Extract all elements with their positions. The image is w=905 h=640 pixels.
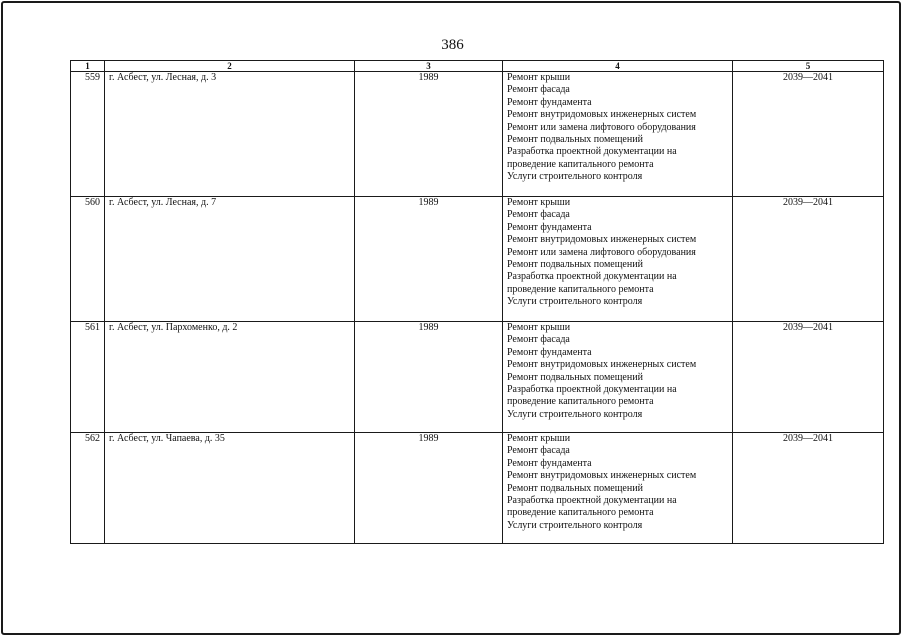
repair-work-item: Ремонт фасада — [507, 445, 570, 457]
repair-work-item: Ремонт внутридомовых инженерных систем — [507, 234, 697, 246]
building-address: г. Асбест, ул. Лесная, д. 7 — [105, 197, 355, 322]
repair-work-item: Ремонт подвальных помещений — [507, 259, 643, 271]
repair-work-item: Ремонт внутридомовых инженерных систем — [507, 109, 697, 121]
repair-work-item: Ремонт внутридомовых инженерных систем — [507, 359, 697, 371]
page-number: 386 — [441, 37, 464, 53]
repair-period: 2039—2041 — [733, 433, 884, 544]
column-header-2: 2 — [105, 61, 355, 72]
repair-works-list — [503, 72, 733, 197]
repair-work-item: Ремонт или замена лифтового оборудования — [507, 246, 696, 258]
repair-work-item: проведение капитального ремонта — [507, 396, 654, 408]
building-address: г. Асбест, ул. Чапаева, д. 35 — [105, 433, 355, 544]
column-header-4: 4 — [503, 61, 733, 72]
repair-schedule-table — [70, 60, 884, 544]
repair-work-item: Услуги строительного контроля — [507, 519, 643, 531]
construction-year: 1989 — [355, 433, 503, 544]
repair-work-item: Разработка проектной документации на — [507, 384, 677, 396]
repair-work-item: Ремонт подвальных помещений — [507, 134, 643, 146]
header-row — [71, 61, 884, 72]
repair-works-list — [503, 433, 733, 544]
repair-work-item: Ремонт крыши — [507, 197, 571, 208]
repair-work-item: Ремонт фундамента — [507, 96, 592, 108]
column-header-5: 5 — [733, 61, 884, 72]
column-header-1: 1 — [71, 61, 105, 72]
row-number: 560 — [71, 197, 105, 322]
building-address: г. Асбест, ул. Пархоменко, д. 2 — [105, 322, 355, 433]
repair-period: 2039—2041 — [733, 322, 884, 433]
repair-work-item: Ремонт подвальных помещений — [507, 371, 643, 383]
table-row — [71, 433, 884, 544]
construction-year: 1989 — [355, 197, 503, 322]
table-header — [71, 61, 884, 72]
repair-work-item: Услуги строительного контроля — [507, 408, 643, 420]
repair-work-item: Ремонт внутридомовых инженерных систем — [507, 470, 697, 482]
table-row — [71, 197, 884, 322]
repair-work-item: проведение капитального ремонта — [507, 283, 654, 295]
repair-work-item: Разработка проектной документации на — [507, 495, 677, 507]
table-row — [71, 322, 884, 433]
table-body — [71, 72, 884, 544]
repair-work-item: Ремонт крыши — [507, 72, 571, 83]
repair-work-item: Ремонт фасада — [507, 209, 570, 221]
repair-works-list — [503, 322, 733, 433]
repair-work-item: Ремонт или замена лифтового оборудования — [507, 121, 696, 133]
repair-work-item: Услуги строительного контроля — [507, 296, 643, 308]
construction-year: 1989 — [355, 72, 503, 197]
row-number: 561 — [71, 322, 105, 433]
row-number: 562 — [71, 433, 105, 544]
repair-period: 2039—2041 — [733, 72, 884, 197]
repair-work-item: проведение капитального ремонта — [507, 158, 654, 170]
repair-work-item: Ремонт крыши — [507, 322, 571, 333]
repair-period: 2039—2041 — [733, 197, 884, 322]
repair-work-item: Ремонт фасада — [507, 334, 570, 346]
repair-work-item: Ремонт подвальных помещений — [507, 482, 643, 494]
table-row — [71, 72, 884, 197]
column-header-3: 3 — [355, 61, 503, 72]
repair-work-item: Услуги строительного контроля — [507, 171, 643, 183]
repair-work-item: Ремонт фундамента — [507, 457, 592, 469]
building-address: г. Асбест, ул. Лесная, д. 3 — [105, 72, 355, 197]
repair-work-item: Ремонт крыши — [507, 433, 571, 444]
repair-work-item: Разработка проектной документации на — [507, 146, 677, 158]
repair-work-item: Ремонт фасада — [507, 84, 570, 96]
construction-year: 1989 — [355, 322, 503, 433]
repair-work-item: Ремонт фундамента — [507, 221, 592, 233]
row-number: 559 — [71, 72, 105, 197]
repair-work-item: проведение капитального ремонта — [507, 507, 654, 519]
repair-work-item: Ремонт фундамента — [507, 346, 592, 358]
repair-works-list — [503, 197, 733, 322]
repair-work-item: Разработка проектной документации на — [507, 271, 677, 283]
